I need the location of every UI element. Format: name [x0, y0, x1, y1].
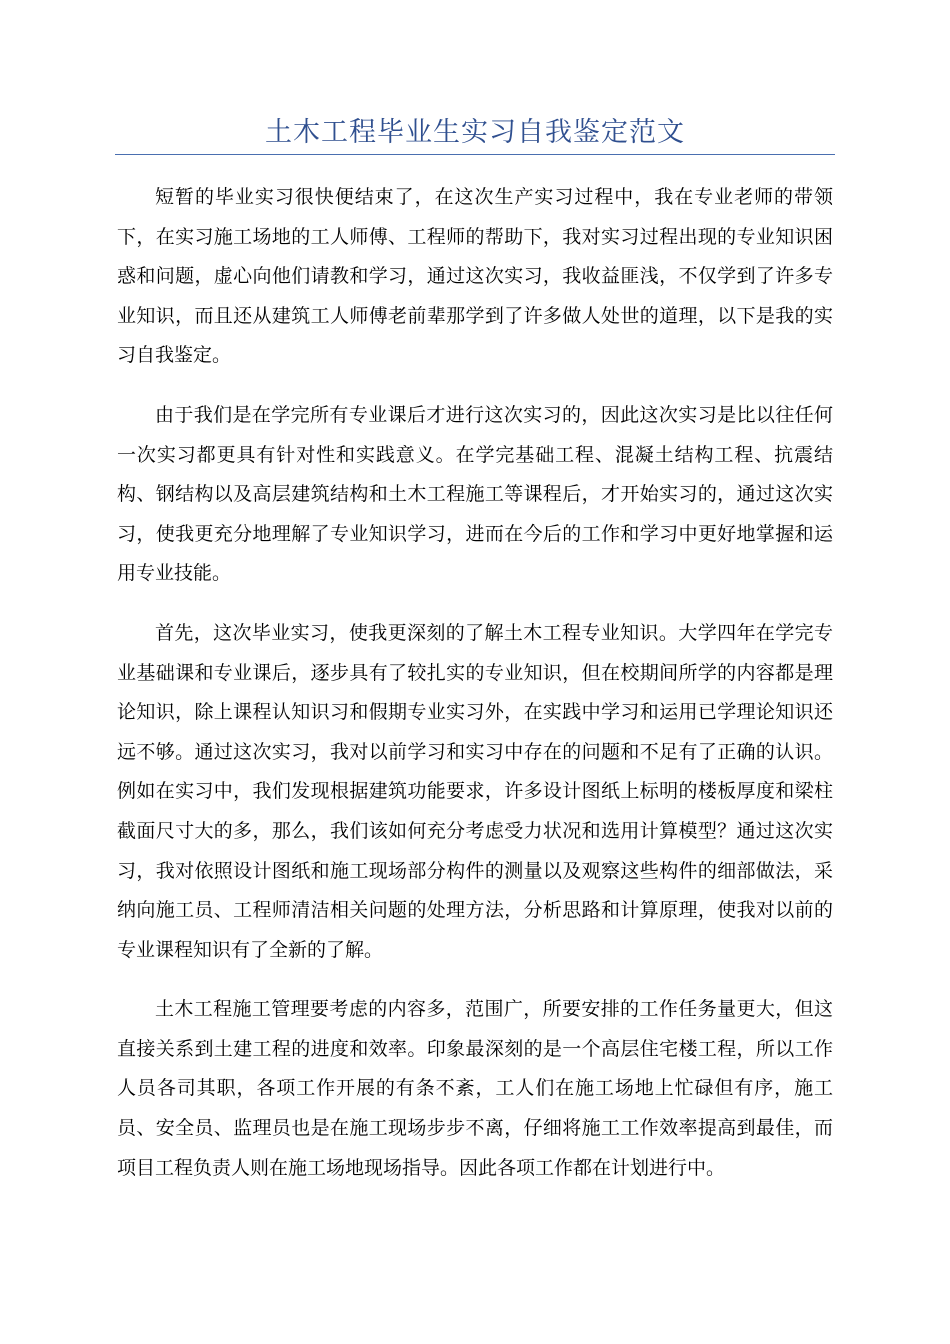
paragraph-4: 土木工程施工管理要考虑的内容多，范围广，所要安排的工作任务量更大，但这直接关系到土建工程的进度和效率。印象最深刻的是一个高层住宅楼工程，所以工作人员各司其职，各项工作开展的有条不紊，工人们在施工场地上忙碌但有序，施工员、安全员、监理员也是在施工现场步步不离，仔细将施工工作效率提高到最佳，而项目工程负责人则在施工场地现场指导。因此各项工作都在计划进行中。 — [117, 998, 833, 1179]
document-body — [117, 178, 833, 1208]
document-title: 土木工程毕业生实习自我鉴定范文 — [265, 117, 685, 148]
paragraph-2: 由于我们是在学完所有专业课后才进行这次实习的，因此这次实习是比以往任何一次实习都更具有针对性和实践意义。在学完基础工程、混凝土结构工程、抗震结构、钢结构以及高层建筑结构和土木工程施工等课程后，才开始实习的，通过这次实习，使我更充分地理解了专业知识学习，进而在今后的工作和学习中更好地掌握和运用专业技能。 — [117, 403, 833, 585]
paragraph-3: 首先，这次毕业实习，使我更深刻的了解土木工程专业知识。大学四年在学完专业基础课和专业课后，逐步具有了较扎实的专业知识，但在校期间所学的内容都是理论知识，除上课程认知识习和假期专业实习外，在实践中学习和运用已学理论知识还远不够。通过这次实习，我对以前学习和实习中存在的问题和不足有了正确的认识。例如在实习中，我们发现根据建筑功能要求，许多设计图纸上标明的楼板厚度和梁柱截面尺寸大的多，那么，我们该如何充分考虑受力状况和选用计算模型？通过这次实习，我对依照设计图纸和施工现场部分构件的测量以及观察这些构件的细部做法，采纳向施工员、工程师清洁相关问题的处理方法，分析思路和计算原理，使我对以前的专业课程知识有了全新的了解。 — [117, 621, 833, 961]
title-underline — [115, 154, 835, 155]
paragraph-1: 短暂的毕业实习很快便结束了，在这次生产实习过程中，我在专业老师的带领下，在实习施工场地的工人师傅、工程师的帮助下，我对实习过程出现的专业知识困惑和问题，虚心向他们请教和学习，通过这次实习，我收益匪浅，不仅学到了许多专业知识，而且还从建筑工人师傅老前辈那学到了许多做人处世的道理，以下是我的实习自我鉴定。 — [117, 186, 833, 367]
